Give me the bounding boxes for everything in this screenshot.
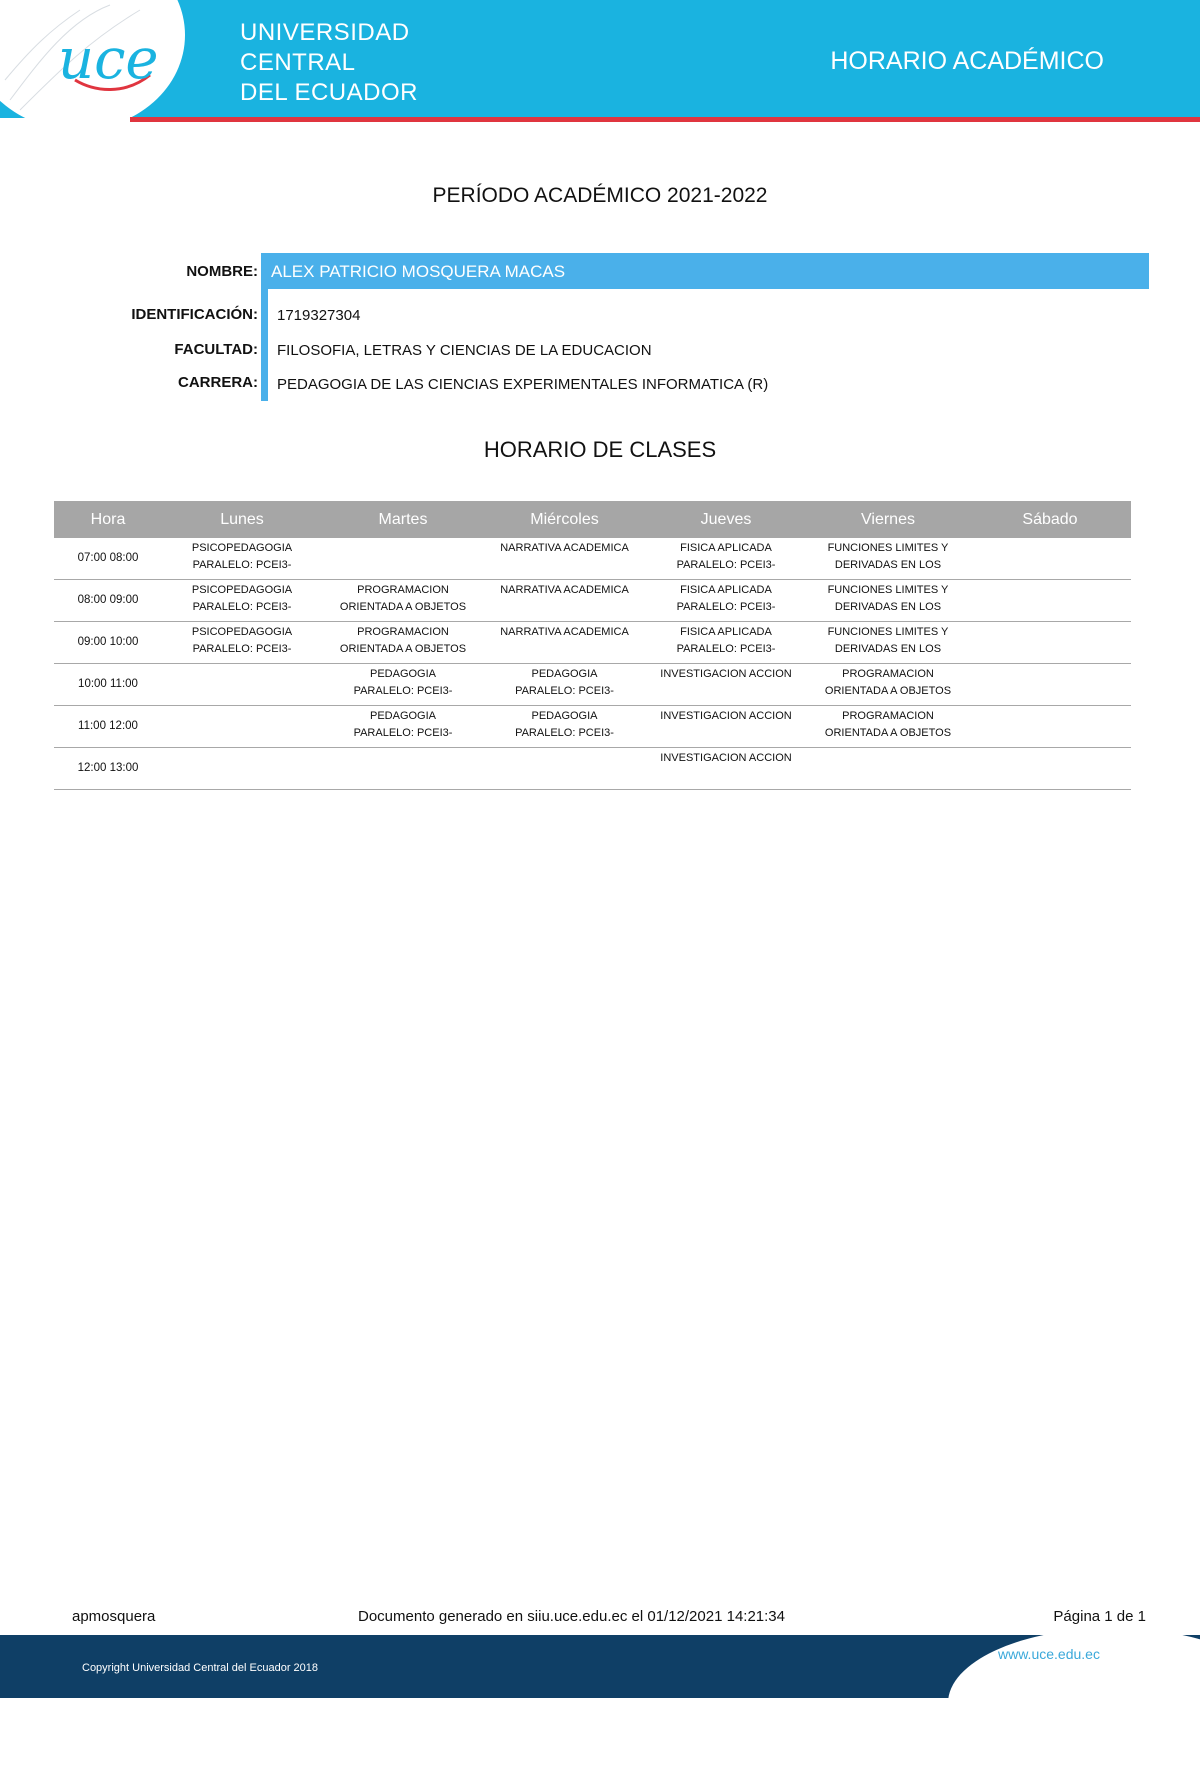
class-entry-line: PARALELO: PCEI3- bbox=[676, 559, 776, 571]
footer-generated: Documento generado en siiu.uce.edu.ec el 01/12/2021 14:21:34 bbox=[358, 1608, 785, 1625]
class-entry-line: PEDAGOGIA bbox=[369, 668, 437, 680]
schedule-cell-lunes bbox=[162, 580, 322, 622]
name-label: NOMBRE: bbox=[186, 263, 258, 280]
class-entry-line: NARRATIVA ACADEMICA bbox=[500, 626, 629, 638]
class-entry-line: PARALELO: PCEI3- bbox=[192, 559, 292, 571]
schedule-header-row bbox=[54, 501, 1131, 538]
schedule-cell-miercoles bbox=[484, 664, 645, 706]
student-id: 1719327304 bbox=[277, 307, 361, 324]
footer-user: apmosquera bbox=[72, 1608, 156, 1625]
class-entry-line: PARALELO: PCEI3- bbox=[676, 601, 776, 613]
schedule-cell-miercoles bbox=[484, 748, 645, 790]
col-header-martes: Martes bbox=[322, 501, 484, 538]
class-entry-line: FISICA APLICADA bbox=[680, 542, 772, 554]
schedule-cell-miercoles bbox=[484, 706, 645, 748]
schedule-cell-viernes bbox=[807, 580, 969, 622]
university-name-line-1: UNIVERSIDAD bbox=[240, 19, 410, 46]
col-header-hora: Hora bbox=[54, 501, 162, 538]
class-entry-line: NARRATIVA ACADEMICA bbox=[500, 584, 629, 596]
class-entry-line: ORIENTADA A OBJETOS bbox=[339, 643, 467, 655]
class-entry-line: PARALELO: PCEI3- bbox=[353, 727, 453, 739]
schedule-row bbox=[54, 622, 1131, 664]
class-entry-line: PSICOPEDAGOGIA bbox=[191, 626, 293, 638]
schedule-body bbox=[54, 538, 1131, 790]
class-entry-line: ORIENTADA A OBJETOS bbox=[824, 727, 952, 739]
class-entry-line: PEDAGOGIA bbox=[531, 668, 598, 680]
schedule-time-cell: 08:00 09:00 bbox=[54, 580, 162, 622]
schedule-cell-jueves bbox=[645, 538, 807, 580]
page-header bbox=[0, 0, 1200, 118]
class-entry-line: INVESTIGACION ACCION bbox=[660, 668, 792, 680]
schedule-cell-martes bbox=[322, 664, 484, 706]
class-entry-line: PROGRAMACION bbox=[357, 584, 449, 596]
university-name-line-3: DEL ECUADOR bbox=[240, 79, 418, 106]
schedule-cell-viernes bbox=[807, 706, 969, 748]
website-link[interactable]: www.uce.edu.ec bbox=[998, 1646, 1100, 1662]
career-label: CARRERA: bbox=[178, 374, 258, 391]
schedule-cell-martes bbox=[322, 706, 484, 748]
col-header-jueves: Jueves bbox=[645, 501, 807, 538]
class-entry-line: DERIVADAS EN LOS bbox=[834, 643, 942, 655]
schedule-time-cell: 11:00 12:00 bbox=[54, 706, 162, 748]
class-entry-line: PARALELO: PCEI3- bbox=[515, 727, 614, 739]
schedule-cell-martes bbox=[322, 622, 484, 664]
class-entry-line: PEDAGOGIA bbox=[369, 710, 437, 722]
academic-period: PERÍODO ACADÉMICO 2021-2022 bbox=[432, 184, 768, 207]
schedule-row bbox=[54, 664, 1131, 706]
schedule-cell-viernes bbox=[807, 622, 969, 664]
class-entry-line: PEDAGOGIA bbox=[531, 710, 598, 722]
schedule-cell-viernes bbox=[807, 538, 969, 580]
class-entry-line: FISICA APLICADA bbox=[680, 584, 772, 596]
schedule-cell-lunes bbox=[162, 622, 322, 664]
schedule-time-cell: 09:00 10:00 bbox=[54, 622, 162, 664]
class-entry-line: FUNCIONES LIMITES Y bbox=[827, 542, 949, 554]
schedule-cell-lunes bbox=[162, 664, 322, 706]
student-faculty: FILOSOFIA, LETRAS Y CIENCIAS DE LA EDUCACION bbox=[277, 342, 652, 359]
class-entry-line: DERIVADAS EN LOS bbox=[834, 601, 942, 613]
schedule-cell-lunes bbox=[162, 748, 322, 790]
document-title: HORARIO ACADÉMICO bbox=[830, 47, 1104, 75]
schedule-time-cell: 10:00 11:00 bbox=[54, 664, 162, 706]
schedule-cell-sabado bbox=[969, 580, 1131, 622]
class-entry-line: PROGRAMACION bbox=[357, 626, 449, 638]
schedule-cell-lunes bbox=[162, 706, 322, 748]
faculty-label: FACULTAD: bbox=[174, 341, 258, 358]
info-accent-bar bbox=[261, 253, 268, 401]
schedule-cell-jueves bbox=[645, 748, 807, 790]
schedule-cell-sabado bbox=[969, 622, 1131, 664]
footer-page-number: Página 1 de 1 bbox=[1053, 1608, 1146, 1625]
col-header-viernes: Viernes bbox=[807, 501, 969, 538]
class-entry-line: INVESTIGACION ACCION bbox=[660, 752, 792, 764]
class-entry-line: ORIENTADA A OBJETOS bbox=[339, 601, 467, 613]
schedule-cell-miercoles bbox=[484, 580, 645, 622]
university-name bbox=[240, 18, 418, 108]
schedule-cell-miercoles bbox=[484, 622, 645, 664]
class-entry-line: PARALELO: PCEI3- bbox=[353, 685, 453, 697]
class-entry-line: INVESTIGACION ACCION bbox=[660, 710, 792, 722]
schedule-cell-jueves bbox=[645, 580, 807, 622]
class-entry-line: PSICOPEDAGOGIA bbox=[191, 542, 293, 554]
schedule-cell-jueves bbox=[645, 664, 807, 706]
schedule-row bbox=[54, 538, 1131, 580]
schedule-cell-viernes bbox=[807, 664, 969, 706]
schedule-cell-martes bbox=[322, 580, 484, 622]
schedule-cell-sabado bbox=[969, 706, 1131, 748]
schedule-time-cell: 07:00 08:00 bbox=[54, 538, 162, 580]
student-name: ALEX PATRICIO MOSQUERA MACAS bbox=[271, 262, 566, 281]
class-entry-line: NARRATIVA ACADEMICA bbox=[500, 542, 629, 554]
class-entry-line: FUNCIONES LIMITES Y bbox=[827, 626, 949, 638]
schedule-cell-sabado bbox=[969, 538, 1131, 580]
class-entry-line: ORIENTADA A OBJETOS bbox=[824, 685, 952, 697]
schedule-cell-martes bbox=[322, 538, 484, 580]
class-entry-line: PROGRAMACION bbox=[842, 710, 934, 722]
logo-text: uce bbox=[58, 27, 159, 92]
schedule-cell-lunes bbox=[162, 538, 322, 580]
col-header-miercoles: Miércoles bbox=[484, 501, 645, 538]
class-entry-line: FISICA APLICADA bbox=[680, 626, 772, 638]
schedule-cell-sabado bbox=[969, 664, 1131, 706]
class-entry-line: FUNCIONES LIMITES Y bbox=[827, 584, 949, 596]
schedule-cell-jueves bbox=[645, 706, 807, 748]
university-name-line-2: CENTRAL bbox=[240, 49, 356, 76]
schedule-row bbox=[54, 580, 1131, 622]
uce-logo bbox=[0, 0, 200, 118]
class-entry-line: DERIVADAS EN LOS bbox=[834, 559, 942, 571]
schedule-cell-viernes bbox=[807, 748, 969, 790]
schedule-cell-jueves bbox=[645, 622, 807, 664]
class-entry-line: PSICOPEDAGOGIA bbox=[191, 584, 293, 596]
schedule-row bbox=[54, 706, 1131, 748]
schedule-cell-martes bbox=[322, 748, 484, 790]
class-entry-line: PARALELO: PCEI3- bbox=[192, 643, 292, 655]
class-entry-line: PARALELO: PCEI3- bbox=[676, 643, 776, 655]
copyright-text: Copyright Universidad Central del Ecuador 2018 bbox=[82, 1662, 319, 1674]
schedule-table bbox=[54, 501, 1131, 790]
class-entry-line: PARALELO: PCEI3- bbox=[515, 685, 614, 697]
col-header-lunes: Lunes bbox=[162, 501, 322, 538]
header-accent-line bbox=[130, 117, 1200, 122]
student-career: PEDAGOGIA DE LAS CIENCIAS EXPERIMENTALES INFORMATICA (R) bbox=[277, 376, 769, 393]
schedule-cell-miercoles bbox=[484, 538, 645, 580]
schedule-row bbox=[54, 748, 1131, 790]
schedule-cell-sabado bbox=[969, 748, 1131, 790]
class-entry-line: PARALELO: PCEI3- bbox=[192, 601, 292, 613]
id-label: IDENTIFICACIÓN: bbox=[131, 306, 258, 323]
schedule-time-cell: 12:00 13:00 bbox=[54, 748, 162, 790]
class-entry-line: PROGRAMACION bbox=[842, 668, 934, 680]
col-header-sabado: Sábado bbox=[969, 501, 1131, 538]
schedule-title: HORARIO DE CLASES bbox=[483, 437, 717, 462]
